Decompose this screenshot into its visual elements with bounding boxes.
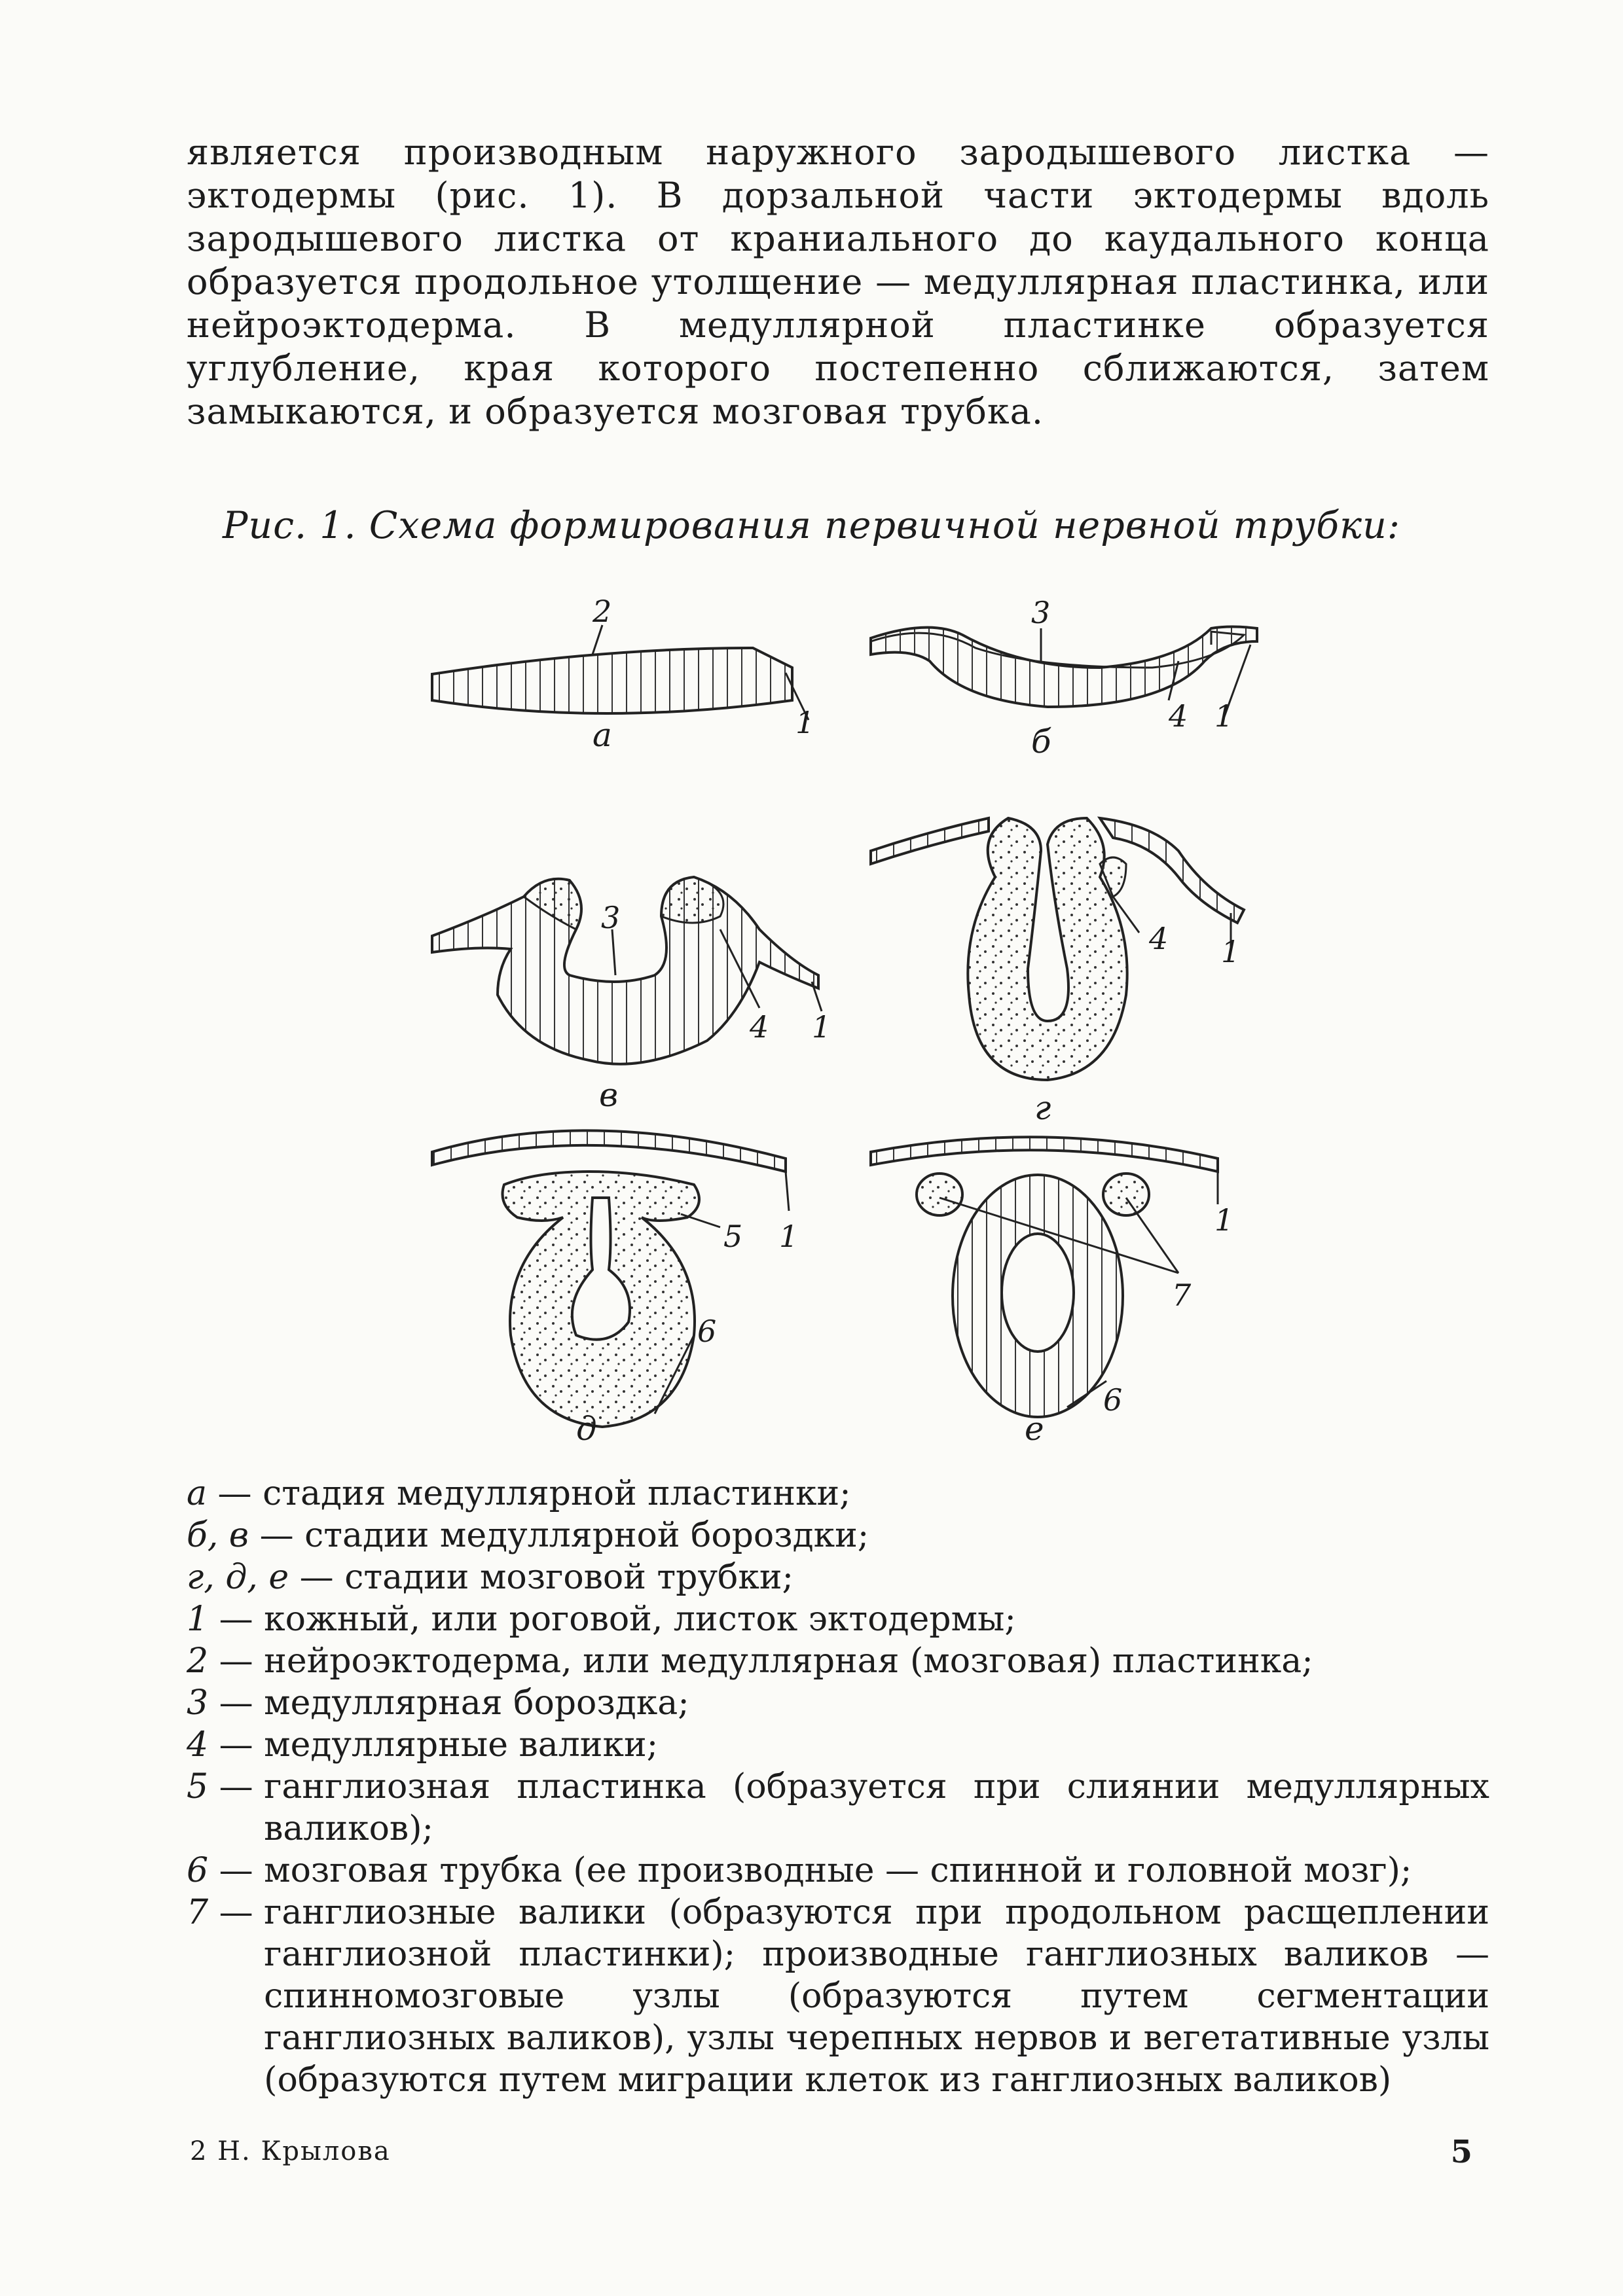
- legend-item: г, д, е — стадии мозговой трубки;: [187, 1556, 1489, 1598]
- stage-b-label-1: 1: [1214, 698, 1234, 734]
- legend-item: 3 — медуллярная бороздка;: [187, 1682, 1489, 1724]
- legend-text: нейроэктодерма, или медуллярная (мозговая) пластинка;: [264, 1641, 1313, 1681]
- stage-d-label-6: 6: [697, 1314, 717, 1349]
- legend-text: кожный, или роговой, листок эктодермы;: [264, 1600, 1016, 1639]
- stage-g-letter: г: [1034, 1089, 1051, 1127]
- legend-text: стадии медуллярной бороздки;: [304, 1516, 869, 1555]
- legend-item: б, в — стадии медуллярной бороздки;: [187, 1515, 1489, 1556]
- legend-text: мозговая трубка (ее производные — спинной и головной мозг);: [264, 1851, 1412, 1890]
- legend-key: 2: [187, 1641, 209, 1681]
- stage-a-label-2: 2: [593, 594, 612, 629]
- legend-key: 1: [187, 1600, 209, 1639]
- stage-b-letter: б: [1031, 723, 1051, 761]
- legend-text: ганглиозная пластинка (образуется при слиянии медуллярных валиков);: [264, 1767, 1489, 1848]
- legend-key: г, д, е: [187, 1558, 289, 1597]
- legend-item: 4 — медуллярные валики;: [187, 1724, 1489, 1766]
- stage-b-label-4: 4: [1169, 698, 1188, 734]
- stage-v-label-3: 3: [601, 900, 621, 935]
- stage-a-letter: а: [593, 716, 612, 754]
- legend-key: 3: [187, 1683, 209, 1723]
- stage-d-label-1: 1: [779, 1219, 799, 1254]
- legend-key: б, в: [187, 1516, 249, 1555]
- stage-g-label-1: 1: [1221, 934, 1241, 969]
- stage-e-label-6: 6: [1103, 1382, 1123, 1418]
- intro-paragraph: является производным наружного зародышевого листка — эктодермы (рис. 1). В дорзальной части эктодермы вдоль зародышевого листка от краниального до каудального конца образуется продольное утолщение — медуллярная пластинка, или нейроэктодерма. В медуллярной пластинке образуется углубление, края которого постепенно сближаются, затем замыкаются, и образуется мозговая трубка.: [187, 132, 1489, 432]
- legend-key: 7: [187, 1893, 209, 1932]
- stage-e-diagram: [871, 1137, 1233, 1448]
- legend-key: а: [187, 1474, 208, 1513]
- stage-e-label-1: 1: [1214, 1202, 1234, 1238]
- figure-legend: [187, 1473, 1489, 2101]
- legend-item: 6 — мозговая трубка (ее производные — спинной и головной мозг);: [187, 1850, 1489, 1892]
- stage-e-label-7: 7: [1172, 1278, 1192, 1313]
- stage-g-diagram: [871, 818, 1244, 1127]
- stage-v-letter: в: [599, 1076, 619, 1114]
- figure-caption: Рис. 1. Схема формирования первичной нервной трубки:: [223, 504, 1400, 547]
- legend-key: 6: [187, 1851, 209, 1890]
- stage-d-letter: д: [576, 1410, 597, 1448]
- legend-text: медуллярные валики;: [264, 1725, 659, 1765]
- stage-v-label-1: 1: [812, 1009, 831, 1045]
- legend-item: 2 — нейроэктодерма, или медуллярная (мозговая) пластинка;: [187, 1640, 1489, 1682]
- stage-v-diagram: [432, 877, 831, 1114]
- legend-item: 1 — кожный, или роговой, листок эктодермы;: [187, 1598, 1489, 1640]
- stage-v-label-4: 4: [750, 1009, 769, 1045]
- legend-item: а — стадия медуллярной пластинки;: [187, 1473, 1489, 1515]
- stage-d-diagram: [432, 1130, 798, 1448]
- legend-text: медуллярная бороздка;: [264, 1683, 689, 1723]
- stage-d-label-5: 5: [723, 1219, 743, 1254]
- stage-e-letter: е: [1025, 1410, 1044, 1448]
- legend-key: 4: [187, 1725, 209, 1765]
- stage-a-label-1: 1: [795, 705, 815, 740]
- page-number: 5: [1450, 2134, 1472, 2170]
- legend-text: ганглиозные валики (образуются при продольном расщеплении ганглиозной пластинки); производные ганглиозных валиков — спинномозговые узлы (образуются путем сегментации ганглиозных валиков), узлы черепных нервов и вегетативные узлы (образуются путем миграции клеток из ганглиозных валиков): [264, 1893, 1489, 2100]
- stage-b-label-3: 3: [1031, 595, 1051, 630]
- stage-a-diagram: [432, 594, 814, 754]
- stage-b-diagram: [871, 595, 1257, 761]
- legend-item: 5 — ганглиозная пластинка (образуется при слиянии медуллярных валиков);: [187, 1767, 1489, 1848]
- stage-g-label-4: 4: [1149, 921, 1169, 956]
- footer-signature: 2 Н. Крылова: [190, 2136, 391, 2166]
- legend-text: стадия медуллярной пластинки;: [263, 1474, 851, 1513]
- legend-key: 5: [187, 1767, 209, 1806]
- legend-text: стадии мозговой трубки;: [344, 1558, 794, 1597]
- legend-item: 7 — ганглиозные валики (образуются при продольном расщеплении ганглиозной пластинки); производные ганглиозных валиков — спинномозговые узлы (образуются путем сегментации ганглиозных валиков), узлы черепных нервов и вегетативные узлы (образуются путем миграции клеток из ганглиозных валиков): [187, 1893, 1489, 2100]
